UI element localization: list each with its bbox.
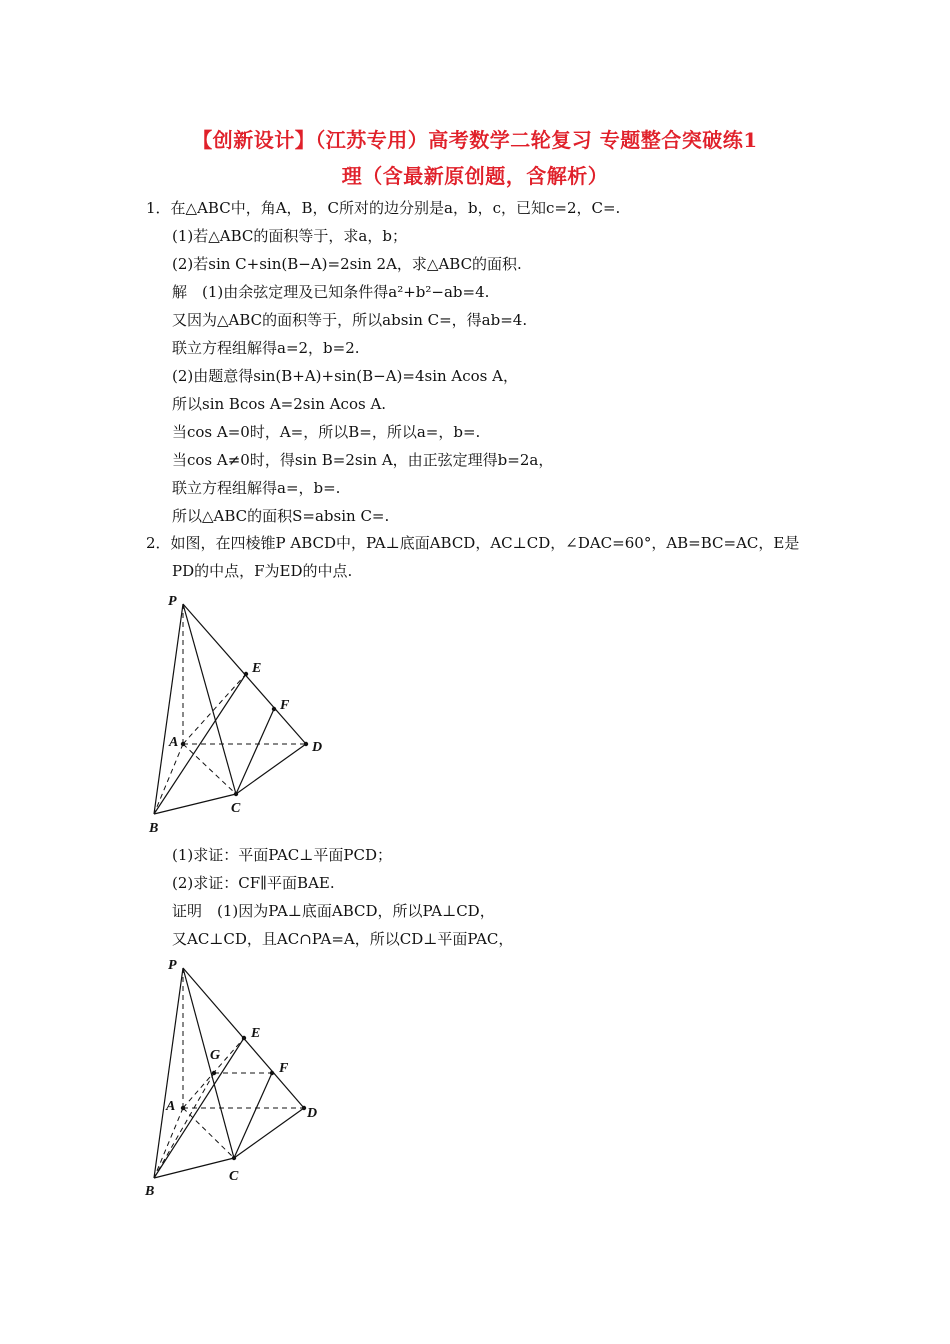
proof-line: 证明 (1)因为PA⊥底面ABCD，所以PA⊥CD，: [172, 902, 495, 920]
vertex-label-B: B: [149, 821, 159, 836]
solution-line: (2)由题意得sin(B+A)+sin(B−A)=4sin Acos A，: [172, 367, 518, 385]
vertex-label-P: P: [168, 594, 177, 609]
pyramid-figure-2: [138, 952, 338, 1202]
solution-line: 所以sin Bcos A=2sin Acos A.: [172, 395, 387, 413]
vertex-label-C: C: [229, 1169, 239, 1184]
document-title-line2: 理（含最新原创题，含解析）: [341, 164, 609, 188]
problem-2-part2: (2)求证：CF∥平面BAE.: [172, 874, 335, 892]
vertex-label-P: P: [168, 958, 177, 973]
vertex-label-D: D: [307, 1106, 318, 1121]
vertex-label-A: A: [169, 735, 179, 750]
vertex-label-C: C: [231, 801, 241, 816]
solution-line: 解 (1)由余弦定理及已知条件得a²+b²−ab=4.: [172, 283, 490, 301]
vertex-label-G: G: [210, 1048, 221, 1063]
proof-line: 又AC⊥CD，且AC∩PA=A，所以CD⊥平面PAC，: [172, 930, 514, 948]
pyramid-figure-1: [140, 588, 340, 838]
vertex-label-B: B: [145, 1184, 155, 1199]
vertex-label-E: E: [251, 1026, 261, 1041]
solution-line: 联立方程组解得a=2，b=2.: [172, 339, 360, 357]
solution-line: 所以△ABC的面积S=absin C=.: [172, 507, 390, 525]
solution-line: 又因为△ABC的面积等于，所以absin C=，得ab=4.: [172, 311, 528, 329]
problem-1-part2: (2)若sin C+sin(B−A)=2sin 2A，求△ABC的面积.: [172, 255, 522, 273]
solution-line: 当cos A≠0时，得sin B=2sin A，由正弦定理得b=2a，: [172, 451, 554, 469]
vertex-label-F: F: [280, 698, 290, 713]
document-title-line1: 【创新设计】（江苏专用）高考数学二轮复习 专题整合突破练1: [192, 128, 758, 152]
problem-2-statement: 2．如图，在四棱锥P ABCD中，PA⊥底面ABCD，AC⊥CD，∠DAC=60°，AB=BC=AC，E是: [146, 534, 800, 552]
vertex-label-A: A: [166, 1099, 176, 1114]
solution-line: 当cos A=0时，A=，所以B=，所以a=，b=.: [172, 423, 481, 441]
problem-1-part1: (1)若△ABC的面积等于，求a，b；: [172, 227, 407, 245]
vertex-label-E: E: [252, 661, 262, 676]
problem-1-statement: 1．在△ABC中，角A，B，C所对的边分别是a，b，c，已知c=2，C=.: [146, 199, 621, 217]
problem-2-statement-cont: PD的中点，F为ED的中点.: [172, 562, 353, 580]
vertex-label-D: D: [312, 740, 323, 755]
solution-line: 联立方程组解得a=，b=.: [172, 479, 341, 497]
vertex-label-F: F: [279, 1061, 289, 1076]
problem-2-part1: (1)求证：平面PAC⊥平面PCD；: [172, 846, 392, 864]
